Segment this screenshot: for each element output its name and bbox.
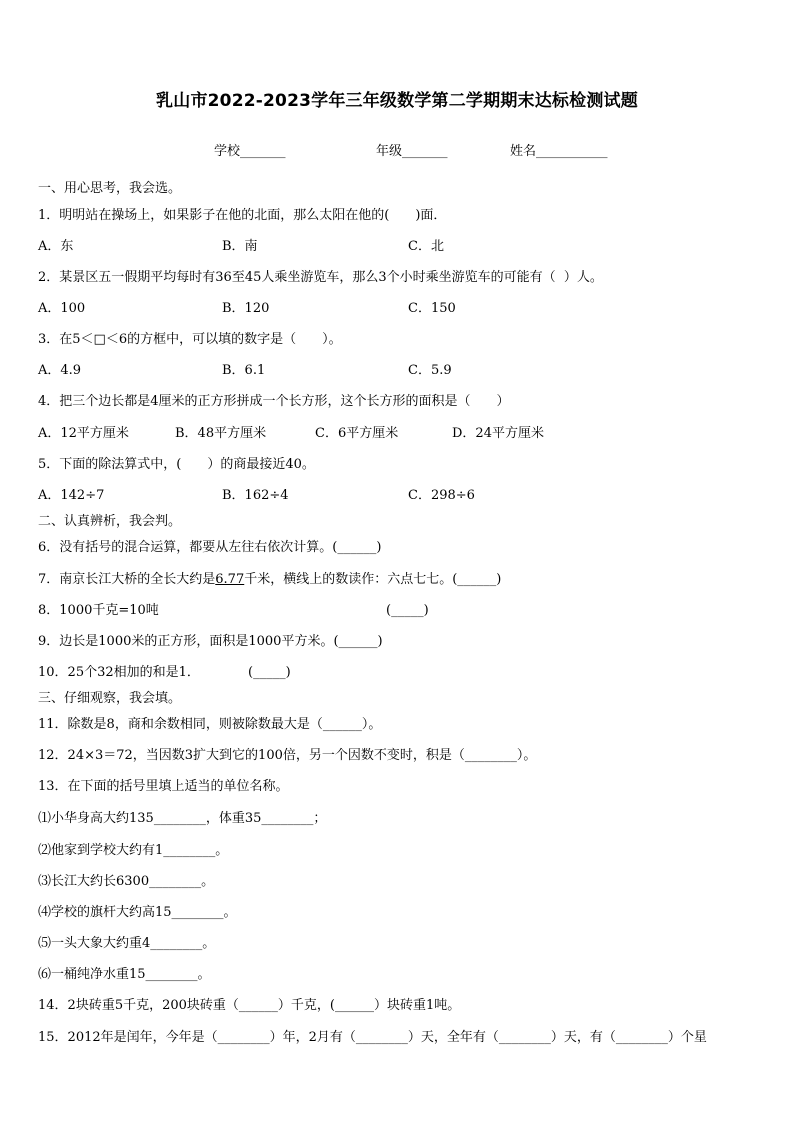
q1-option-a: A．东	[38, 239, 74, 254]
q3-option-c: C．5.9	[408, 363, 452, 378]
section-heading-2: 二、认真辨析，我会判。	[38, 514, 182, 529]
question-6: 6．没有括号的混合运算，都要从左往右依次计算。(______)	[38, 540, 382, 555]
question-13-part-6: ⑹一桶纯净水重15________。	[38, 967, 211, 982]
question-1: 1．明明站在操场上，如果影子在他的北面，那么太阳在他的( )面．	[38, 208, 447, 223]
q4-option-d: D．24平方厘米	[452, 426, 544, 441]
question-13-part-1: ⑴小华身高大约135________，体重35________；	[38, 811, 327, 826]
q5-option-a: A．142÷7	[38, 488, 105, 503]
school-field: 学校_______	[214, 144, 286, 159]
question-13-part-4: ⑷学校的旗杆大约高15________。	[38, 905, 237, 920]
question-13-part-3: ⑶长江大约长6300________。	[38, 874, 215, 889]
q4-option-b: B．48平方厘米	[175, 426, 267, 441]
q1-option-c: C．北	[408, 239, 444, 254]
question-7	[38, 571, 501, 589]
question-9: 9．边长是1000米的正方形，面积是1000平方米。(______)	[38, 634, 383, 649]
question-12: 12．24×3＝72，当因数3扩大到它的100倍，另一个因数不变时，积是（________）。	[38, 748, 537, 763]
section-heading-3: 三、仔细观察，我会填。	[38, 691, 182, 706]
q7-text-end: 千米，横线上的数读作：六点七七。(______)	[244, 572, 502, 587]
question-2: 2．某景区五一假期平均每时有36至45人乘坐游览车，那么3个小时乘坐游览车的可能有（ ）人。	[38, 270, 603, 285]
q2-option-a: A．100	[38, 301, 86, 316]
question-5: 5．下面的除法算式中，( ）的商最接近40。	[38, 457, 315, 472]
q5-option-c: C．298÷6	[408, 488, 475, 503]
question-13: 13．在下面的括号里填上适当的单位名称。	[38, 779, 289, 794]
question-4: 4．把三个边长都是4厘米的正方形拼成一个长方形，这个长方形的面积是（ ）	[38, 394, 510, 409]
q2-option-c: C．150	[408, 301, 456, 316]
page-title: 乳山市2022-2023学年三年级数学第二学期期末达标检测试题	[156, 91, 638, 111]
name-field: 姓名___________	[510, 144, 608, 159]
grade-field: 年级_______	[376, 144, 448, 159]
q7-text-start: 7．南京长江大桥的全长大约是	[38, 572, 216, 587]
question-13-part-5: ⑸一头大象大约重4________。	[38, 936, 216, 951]
q7-underlined-number: 6.77	[215, 572, 245, 587]
question-15: 15．2012年是闰年，今年是（________）年，2月有（________）天，全年有（________）天，有（________）个星	[38, 1030, 707, 1045]
question-10: 10．25个32相加的和是1．	[38, 665, 200, 680]
question-8: 8．1000千克=10吨	[38, 603, 159, 618]
q4-option-a: A．12平方厘米	[38, 426, 129, 441]
question-14: 14．2块砖重5千克，200块砖重（______）千克，(______）块砖重1吨。	[38, 998, 461, 1013]
question-11: 11．除数是8，商和余数相同，则被除数最大是（______）。	[38, 717, 382, 732]
q2-option-b: B．120	[222, 301, 270, 316]
question-13-part-2: ⑵他家到学校大约有1________。	[38, 843, 229, 858]
question-3: 3．在5＜□＜6的方框中，可以填的数字是（ ）。	[38, 332, 342, 347]
q8-answer-blank: (_____)	[386, 603, 429, 618]
q10-answer-blank: (_____)	[248, 665, 291, 680]
section-heading-1: 一、用心思考，我会选。	[38, 181, 182, 196]
q4-option-c: C．6平方厘米	[315, 426, 399, 441]
q3-option-a: A．4.9	[38, 363, 82, 378]
q1-option-b: B．南	[222, 239, 258, 254]
q3-option-b: B．6.1	[222, 363, 266, 378]
q5-option-b: B．162÷4	[222, 488, 289, 503]
